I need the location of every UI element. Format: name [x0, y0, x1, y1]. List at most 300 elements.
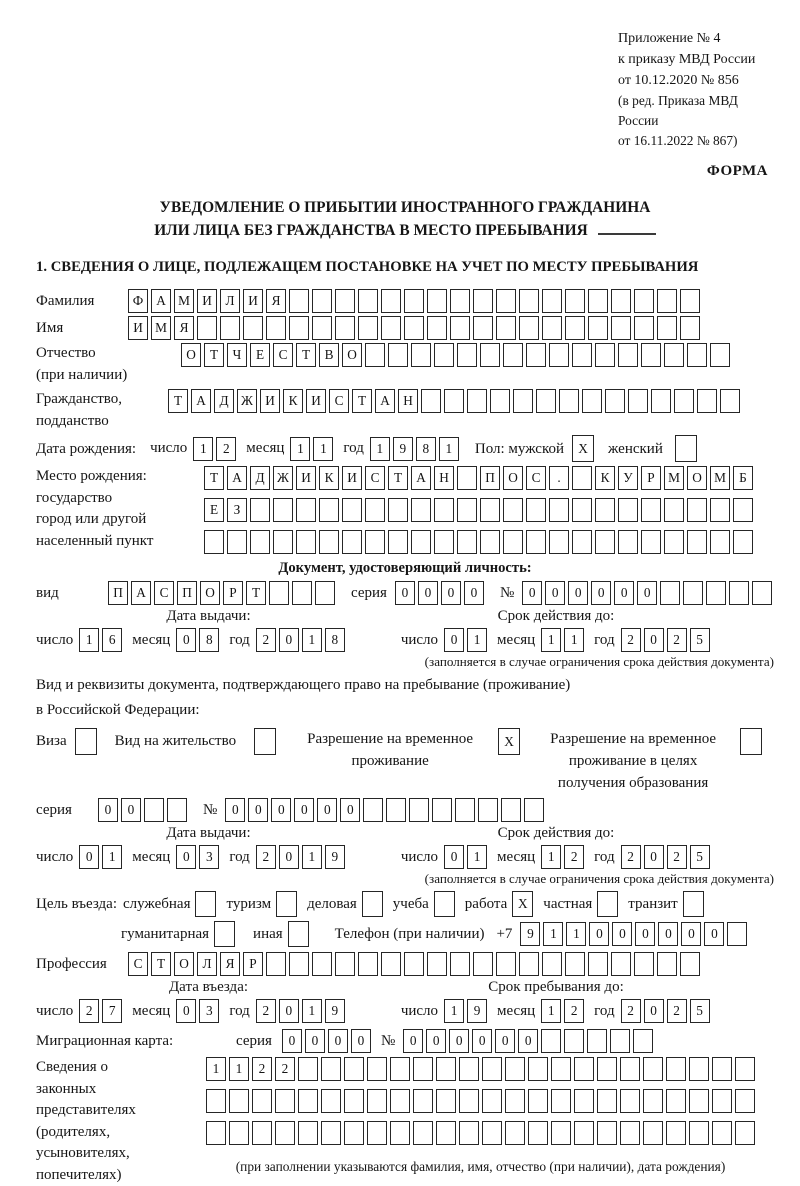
form-cell[interactable]: [344, 1121, 364, 1145]
form-cell[interactable]: [735, 1121, 755, 1145]
form-cell[interactable]: [250, 498, 270, 522]
form-cell[interactable]: [526, 498, 546, 522]
form-cell[interactable]: 0: [591, 581, 611, 605]
form-cell[interactable]: 1: [541, 845, 561, 869]
form-cell[interactable]: [674, 389, 694, 413]
form-cell[interactable]: [542, 316, 562, 340]
form-cell[interactable]: 2: [621, 628, 641, 652]
form-cell[interactable]: 2: [667, 845, 687, 869]
form-cell[interactable]: 0: [121, 798, 141, 822]
form-cell[interactable]: 9: [467, 999, 487, 1023]
form-cell[interactable]: [634, 316, 654, 340]
form-cell[interactable]: 2: [216, 437, 236, 461]
form-cell[interactable]: [289, 316, 309, 340]
form-cell[interactable]: [641, 530, 661, 554]
form-cell[interactable]: Н: [398, 389, 418, 413]
form-cell[interactable]: 1: [541, 999, 561, 1023]
form-cell[interactable]: [204, 530, 224, 554]
form-cell[interactable]: У: [618, 466, 638, 490]
form-cell[interactable]: [269, 581, 289, 605]
form-cell[interactable]: [683, 581, 703, 605]
form-cell[interactable]: 5: [690, 628, 710, 652]
form-cell[interactable]: 6: [102, 628, 122, 652]
form-cell[interactable]: [220, 316, 240, 340]
form-cell[interactable]: [450, 289, 470, 313]
form-cell[interactable]: 0: [305, 1029, 325, 1053]
form-cell[interactable]: [574, 1089, 594, 1113]
form-cell[interactable]: [689, 1089, 709, 1113]
form-cell[interactable]: 2: [564, 845, 584, 869]
form-cell[interactable]: 2: [275, 1057, 295, 1081]
form-cell[interactable]: 2: [256, 999, 276, 1023]
form-cell[interactable]: Т: [204, 343, 224, 367]
form-cell[interactable]: [482, 1089, 502, 1113]
form-cell[interactable]: П: [480, 466, 500, 490]
form-cell[interactable]: [651, 389, 671, 413]
form-cell[interactable]: О: [687, 466, 707, 490]
form-cell[interactable]: Р: [641, 466, 661, 490]
form-cell[interactable]: [390, 1057, 410, 1081]
form-cell[interactable]: [381, 289, 401, 313]
form-cell[interactable]: [427, 316, 447, 340]
form-cell[interactable]: [298, 1121, 318, 1145]
form-cell[interactable]: 0: [351, 1029, 371, 1053]
form-cell[interactable]: [436, 1121, 456, 1145]
form-cell[interactable]: Р: [243, 952, 263, 976]
form-cell[interactable]: 0: [464, 581, 484, 605]
form-cell[interactable]: [342, 530, 362, 554]
form-cell[interactable]: [478, 798, 498, 822]
form-cell[interactable]: 1: [370, 437, 390, 461]
form-cell[interactable]: 0: [635, 922, 655, 946]
form-cell[interactable]: [505, 1057, 525, 1081]
form-cell[interactable]: [482, 1057, 502, 1081]
form-cell[interactable]: [344, 1057, 364, 1081]
form-cell[interactable]: 0: [279, 999, 299, 1023]
form-cell[interactable]: 1: [229, 1057, 249, 1081]
form-cell[interactable]: [206, 1089, 226, 1113]
form-cell[interactable]: [542, 952, 562, 976]
form-cell[interactable]: П: [177, 581, 197, 605]
form-cell[interactable]: 0: [176, 628, 196, 652]
form-cell[interactable]: 1: [206, 1057, 226, 1081]
form-cell[interactable]: 0: [522, 581, 542, 605]
form-cell[interactable]: С: [329, 389, 349, 413]
form-cell[interactable]: [292, 581, 312, 605]
form-cell[interactable]: 0: [449, 1029, 469, 1053]
form-cell[interactable]: [712, 1057, 732, 1081]
form-cell[interactable]: 0: [176, 845, 196, 869]
form-cell[interactable]: [358, 316, 378, 340]
form-cell[interactable]: М: [174, 289, 194, 313]
form-cell[interactable]: 0: [279, 628, 299, 652]
form-cell[interactable]: 0: [644, 628, 664, 652]
form-cell[interactable]: З: [227, 498, 247, 522]
form-cell[interactable]: [480, 343, 500, 367]
form-cell[interactable]: [611, 952, 631, 976]
form-cell[interactable]: [666, 1089, 686, 1113]
form-cell[interactable]: [687, 498, 707, 522]
form-cell[interactable]: [634, 952, 654, 976]
form-cell[interactable]: Ч: [227, 343, 247, 367]
form-cell[interactable]: [388, 530, 408, 554]
form-cell[interactable]: [404, 289, 424, 313]
form-cell[interactable]: 9: [325, 999, 345, 1023]
form-cell[interactable]: С: [273, 343, 293, 367]
form-cell[interactable]: [243, 316, 263, 340]
form-cell[interactable]: [411, 530, 431, 554]
form-cell[interactable]: А: [191, 389, 211, 413]
form-cell[interactable]: [457, 498, 477, 522]
form-cell[interactable]: [496, 316, 516, 340]
form-cell[interactable]: [312, 316, 332, 340]
form-cell[interactable]: [335, 316, 355, 340]
form-cell[interactable]: [363, 798, 383, 822]
form-cell[interactable]: Ф: [128, 289, 148, 313]
form-cell[interactable]: [367, 1121, 387, 1145]
form-cell[interactable]: 5: [690, 999, 710, 1023]
form-cell[interactable]: [505, 1089, 525, 1113]
form-cell[interactable]: [197, 316, 217, 340]
form-cell[interactable]: [427, 289, 447, 313]
form-cell[interactable]: [597, 891, 618, 917]
form-cell[interactable]: [457, 466, 477, 490]
form-cell[interactable]: [710, 530, 730, 554]
form-cell[interactable]: [752, 581, 772, 605]
form-cell[interactable]: 0: [225, 798, 245, 822]
form-cell[interactable]: [710, 343, 730, 367]
form-cell[interactable]: [542, 289, 562, 313]
form-cell[interactable]: [505, 1121, 525, 1145]
form-cell[interactable]: [618, 530, 638, 554]
form-cell[interactable]: Р: [223, 581, 243, 605]
form-cell[interactable]: [434, 530, 454, 554]
form-cell[interactable]: 0: [279, 845, 299, 869]
form-cell[interactable]: О: [342, 343, 362, 367]
form-cell[interactable]: [390, 1121, 410, 1145]
form-cell[interactable]: [551, 1121, 571, 1145]
form-cell[interactable]: [404, 952, 424, 976]
form-cell[interactable]: Т: [352, 389, 372, 413]
form-cell[interactable]: И: [128, 316, 148, 340]
form-cell[interactable]: А: [151, 289, 171, 313]
form-cell[interactable]: 1: [444, 999, 464, 1023]
form-cell[interactable]: [643, 1057, 663, 1081]
form-cell[interactable]: 1: [302, 999, 322, 1023]
form-cell[interactable]: [541, 1029, 561, 1053]
form-cell[interactable]: [536, 389, 556, 413]
form-cell[interactable]: И: [260, 389, 280, 413]
form-cell[interactable]: [572, 466, 592, 490]
form-cell[interactable]: [335, 289, 355, 313]
form-cell[interactable]: [288, 921, 309, 947]
form-cell[interactable]: [574, 1121, 594, 1145]
form-cell[interactable]: 0: [518, 1029, 538, 1053]
form-cell[interactable]: [551, 1089, 571, 1113]
form-cell[interactable]: [657, 316, 677, 340]
form-cell[interactable]: [735, 1089, 755, 1113]
form-cell[interactable]: [524, 798, 544, 822]
form-cell[interactable]: К: [319, 466, 339, 490]
form-cell[interactable]: [687, 343, 707, 367]
form-cell[interactable]: Д: [250, 466, 270, 490]
form-cell[interactable]: [611, 316, 631, 340]
form-cell[interactable]: Я: [174, 316, 194, 340]
form-cell[interactable]: 8: [416, 437, 436, 461]
form-cell[interactable]: [365, 530, 385, 554]
form-cell[interactable]: О: [200, 581, 220, 605]
form-cell[interactable]: 0: [612, 922, 632, 946]
form-cell[interactable]: А: [375, 389, 395, 413]
form-cell[interactable]: [450, 952, 470, 976]
form-cell[interactable]: [618, 343, 638, 367]
form-cell[interactable]: [503, 498, 523, 522]
form-cell[interactable]: 0: [403, 1029, 423, 1053]
form-cell[interactable]: 9: [393, 437, 413, 461]
form-cell[interactable]: И: [306, 389, 326, 413]
form-cell[interactable]: 0: [317, 798, 337, 822]
form-cell[interactable]: Я: [220, 952, 240, 976]
form-cell[interactable]: [710, 498, 730, 522]
form-cell[interactable]: И: [342, 466, 362, 490]
form-cell[interactable]: [411, 343, 431, 367]
form-cell[interactable]: 0: [176, 999, 196, 1023]
form-cell[interactable]: [574, 1057, 594, 1081]
form-cell[interactable]: [276, 891, 297, 917]
form-cell[interactable]: [342, 498, 362, 522]
form-cell[interactable]: 0: [495, 1029, 515, 1053]
form-cell[interactable]: 0: [644, 845, 664, 869]
form-cell[interactable]: [289, 289, 309, 313]
form-cell[interactable]: [588, 316, 608, 340]
form-cell[interactable]: [436, 1057, 456, 1081]
form-cell[interactable]: [480, 530, 500, 554]
form-cell[interactable]: [206, 1121, 226, 1145]
form-cell[interactable]: 0: [248, 798, 268, 822]
form-cell[interactable]: 1: [313, 437, 333, 461]
form-cell[interactable]: [367, 1089, 387, 1113]
form-cell[interactable]: [559, 389, 579, 413]
form-cell[interactable]: [528, 1089, 548, 1113]
form-cell[interactable]: [620, 1089, 640, 1113]
form-cell[interactable]: [473, 316, 493, 340]
form-cell[interactable]: С: [365, 466, 385, 490]
form-cell[interactable]: [144, 798, 164, 822]
form-cell[interactable]: 0: [426, 1029, 446, 1053]
form-cell[interactable]: 0: [704, 922, 724, 946]
form-cell[interactable]: [657, 952, 677, 976]
form-cell[interactable]: [386, 798, 406, 822]
form-cell[interactable]: [689, 1057, 709, 1081]
form-cell[interactable]: [572, 498, 592, 522]
form-cell[interactable]: [321, 1089, 341, 1113]
form-cell[interactable]: [733, 530, 753, 554]
form-cell[interactable]: .: [549, 466, 569, 490]
form-cell[interactable]: [473, 289, 493, 313]
form-cell[interactable]: [519, 952, 539, 976]
form-cell[interactable]: А: [411, 466, 431, 490]
form-cell[interactable]: [358, 952, 378, 976]
form-cell[interactable]: X: [512, 891, 533, 917]
form-cell[interactable]: [413, 1121, 433, 1145]
form-cell[interactable]: И: [296, 466, 316, 490]
form-cell[interactable]: Л: [197, 952, 217, 976]
form-cell[interactable]: [390, 1089, 410, 1113]
form-cell[interactable]: [729, 581, 749, 605]
form-cell[interactable]: 2: [79, 999, 99, 1023]
form-cell[interactable]: 1: [79, 628, 99, 652]
form-cell[interactable]: [712, 1121, 732, 1145]
form-cell[interactable]: Д: [214, 389, 234, 413]
form-cell[interactable]: [388, 343, 408, 367]
form-cell[interactable]: [411, 498, 431, 522]
form-cell[interactable]: [687, 530, 707, 554]
form-cell[interactable]: 1: [564, 628, 584, 652]
form-cell[interactable]: [597, 1057, 617, 1081]
form-cell[interactable]: [582, 389, 602, 413]
form-cell[interactable]: 0: [545, 581, 565, 605]
form-cell[interactable]: [634, 289, 654, 313]
form-cell[interactable]: 1: [541, 628, 561, 652]
form-cell[interactable]: [214, 921, 235, 947]
form-cell[interactable]: В: [319, 343, 339, 367]
form-cell[interactable]: 0: [614, 581, 634, 605]
form-cell[interactable]: С: [526, 466, 546, 490]
form-cell[interactable]: Л: [220, 289, 240, 313]
form-cell[interactable]: [312, 952, 332, 976]
form-cell[interactable]: [358, 289, 378, 313]
form-cell[interactable]: X: [572, 435, 594, 462]
form-cell[interactable]: [275, 1121, 295, 1145]
form-cell[interactable]: [572, 343, 592, 367]
form-cell[interactable]: Т: [204, 466, 224, 490]
form-cell[interactable]: [421, 389, 441, 413]
form-cell[interactable]: [344, 1089, 364, 1113]
form-cell[interactable]: Т: [168, 389, 188, 413]
form-cell[interactable]: 0: [79, 845, 99, 869]
form-cell[interactable]: [250, 530, 270, 554]
form-cell[interactable]: А: [131, 581, 151, 605]
form-cell[interactable]: [720, 389, 740, 413]
form-cell[interactable]: [319, 530, 339, 554]
form-cell[interactable]: 0: [472, 1029, 492, 1053]
form-cell[interactable]: [296, 530, 316, 554]
form-cell[interactable]: [740, 728, 762, 755]
form-cell[interactable]: [587, 1029, 607, 1053]
form-cell[interactable]: 8: [325, 628, 345, 652]
form-cell[interactable]: 1: [102, 845, 122, 869]
form-cell[interactable]: [480, 498, 500, 522]
form-cell[interactable]: Т: [246, 581, 266, 605]
form-cell[interactable]: [519, 289, 539, 313]
form-cell[interactable]: Т: [388, 466, 408, 490]
form-cell[interactable]: 2: [256, 845, 276, 869]
form-cell[interactable]: [605, 389, 625, 413]
form-cell[interactable]: 3: [199, 999, 219, 1023]
form-cell[interactable]: [595, 498, 615, 522]
form-cell[interactable]: Т: [296, 343, 316, 367]
form-cell[interactable]: [597, 1089, 617, 1113]
form-cell[interactable]: [733, 498, 753, 522]
form-cell[interactable]: [657, 289, 677, 313]
form-cell[interactable]: [712, 1089, 732, 1113]
form-cell[interactable]: [660, 581, 680, 605]
form-cell[interactable]: О: [181, 343, 201, 367]
form-cell[interactable]: [503, 343, 523, 367]
form-cell[interactable]: Б: [733, 466, 753, 490]
form-cell[interactable]: 0: [282, 1029, 302, 1053]
form-cell[interactable]: [266, 952, 286, 976]
form-cell[interactable]: [597, 1121, 617, 1145]
form-cell[interactable]: [526, 530, 546, 554]
form-cell[interactable]: 5: [690, 845, 710, 869]
form-cell[interactable]: [680, 952, 700, 976]
form-cell[interactable]: 2: [256, 628, 276, 652]
form-cell[interactable]: [252, 1089, 272, 1113]
form-cell[interactable]: [434, 891, 455, 917]
form-cell[interactable]: 1: [467, 845, 487, 869]
form-cell[interactable]: П: [108, 581, 128, 605]
form-cell[interactable]: [388, 498, 408, 522]
form-cell[interactable]: И: [197, 289, 217, 313]
form-cell[interactable]: [312, 289, 332, 313]
form-cell[interactable]: [275, 1089, 295, 1113]
form-cell[interactable]: [467, 389, 487, 413]
form-cell[interactable]: 2: [621, 845, 641, 869]
form-cell[interactable]: [459, 1089, 479, 1113]
form-cell[interactable]: Н: [434, 466, 454, 490]
form-cell[interactable]: [321, 1057, 341, 1081]
form-cell[interactable]: [482, 1121, 502, 1145]
form-cell[interactable]: [526, 343, 546, 367]
form-cell[interactable]: [315, 581, 335, 605]
form-cell[interactable]: [266, 316, 286, 340]
form-cell[interactable]: И: [243, 289, 263, 313]
form-cell[interactable]: [432, 798, 452, 822]
form-cell[interactable]: [565, 316, 585, 340]
form-cell[interactable]: [335, 952, 355, 976]
form-cell[interactable]: [319, 498, 339, 522]
form-cell[interactable]: М: [710, 466, 730, 490]
form-cell[interactable]: [254, 728, 276, 755]
form-cell[interactable]: [618, 498, 638, 522]
form-cell[interactable]: [697, 389, 717, 413]
form-cell[interactable]: [167, 798, 187, 822]
form-cell[interactable]: [549, 343, 569, 367]
form-cell[interactable]: 0: [98, 798, 118, 822]
form-cell[interactable]: [298, 1089, 318, 1113]
form-cell[interactable]: [404, 316, 424, 340]
form-cell[interactable]: 0: [637, 581, 657, 605]
form-cell[interactable]: [588, 952, 608, 976]
form-cell[interactable]: [444, 389, 464, 413]
form-cell[interactable]: О: [503, 466, 523, 490]
form-cell[interactable]: 1: [193, 437, 213, 461]
form-cell[interactable]: [620, 1121, 640, 1145]
form-cell[interactable]: 2: [667, 628, 687, 652]
form-cell[interactable]: 0: [644, 999, 664, 1023]
form-cell[interactable]: [455, 798, 475, 822]
form-cell[interactable]: 1: [566, 922, 586, 946]
form-cell[interactable]: 2: [564, 999, 584, 1023]
form-cell[interactable]: [496, 952, 516, 976]
form-cell[interactable]: [683, 891, 704, 917]
form-cell[interactable]: [528, 1121, 548, 1145]
form-cell[interactable]: М: [151, 316, 171, 340]
form-cell[interactable]: 0: [328, 1029, 348, 1053]
form-cell[interactable]: [572, 530, 592, 554]
form-cell[interactable]: [289, 952, 309, 976]
